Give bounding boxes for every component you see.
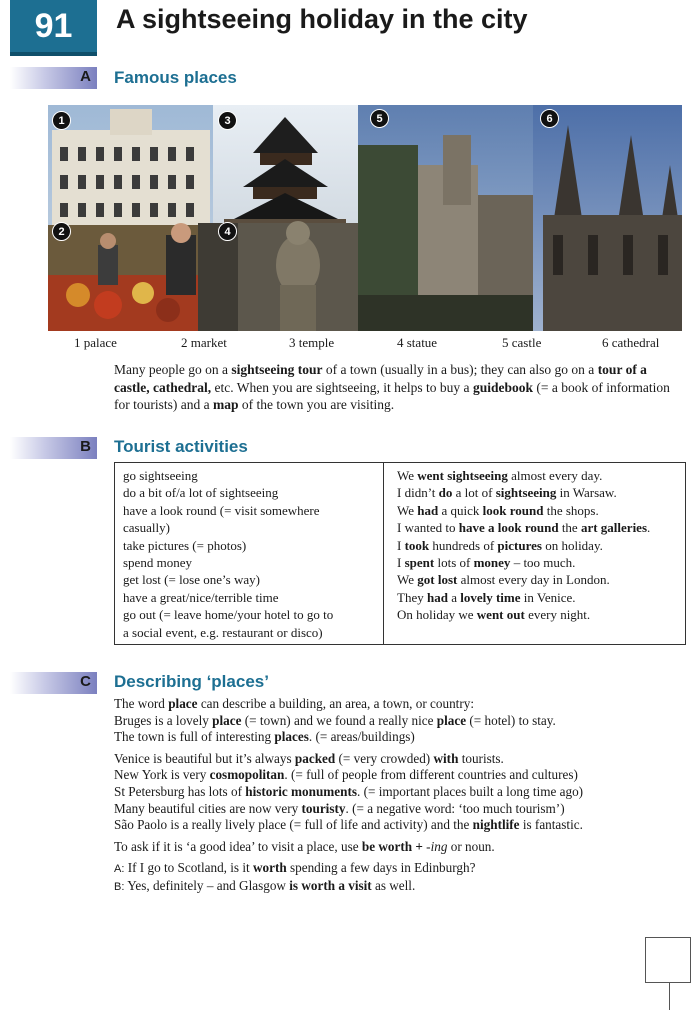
caption-statue: 4 statue [397,335,438,350]
key-phrase: place [436,712,467,728]
text-run: . (= areas/buildings) [308,729,415,745]
photo-collage [48,105,682,331]
cathedral-photo [533,105,682,331]
text-run: etc. When you are sightseeing, it helps to buy a [211,379,473,395]
text-run: on holiday. [541,537,603,553]
section-c-line [114,801,684,818]
unit-number-badge [10,0,97,52]
key-phrase: had [426,589,448,605]
section-a-paragraph [114,361,680,414]
key-phrase: worth [252,860,287,876]
text-run: spending a few days in Edinburgh? [286,860,476,876]
key-phrase: is worth a visit [289,877,372,893]
example-sentence [397,467,683,484]
text-run: St Petersburg has lots of [114,783,246,799]
section-c-line [114,878,684,896]
text-run: of the town you are visiting. [238,397,395,412]
text-run: . (= full of people from different countries and cultures) [284,767,578,783]
text-run: can describe a building, an area, a town, or country: [197,696,474,711]
text-run: I [397,555,405,571]
photo-number-4: 4 [218,222,237,241]
italic-text: -ing [426,838,448,854]
section-c-line [114,696,684,713]
caption-temple: 3 temple [289,335,335,350]
text-run: New York is very [114,767,210,783]
expression-line: a social event, e.g. restaurant or disco) [123,624,323,640]
text-run: They [397,589,427,605]
text-run: (= a book of information for tourists) and a [114,379,670,412]
key-phrase: packed [294,750,336,766]
corner-box [645,937,691,983]
key-phrase: nightlife [472,817,520,833]
example-sentence [397,502,683,519]
text-run: The town is full of interesting [114,729,275,745]
unit-badge-underline [10,52,97,56]
text-run: To ask if it is ‘a good idea’ to visit a place, use [114,838,362,854]
expression-line: take pictures (= photos) [123,537,247,553]
text-run: hundreds of [429,537,498,553]
caption-palace: 1 palace [74,335,117,350]
text-run: The word [114,696,169,711]
example-sentence [397,606,683,623]
section-c-line [114,713,684,730]
expression-line: spend money [123,555,192,571]
text-run: a quick [438,502,483,518]
caption-market: 2 market [181,335,227,350]
text-run: a lot of [452,485,496,501]
text-run: or noun. [447,838,495,854]
photo-number-2: 2 [52,222,71,241]
text-run: (= town) and we found a really nice [241,712,437,728]
section-c-line [114,839,684,856]
text-run: the shops. [543,502,599,518]
text-run: Many people go on a [114,362,232,377]
text-run: every night. [524,607,591,623]
text-run: Bruges is a lovely [114,712,213,728]
text-run: I [397,537,405,553]
expression-line: go out (= leave home/your hotel to go to [123,607,334,623]
key-phrase: tour of a castle, cathedral, [114,362,647,395]
example-sentence [397,484,683,501]
section-c-line [114,860,684,878]
key-phrase: touristy [301,800,346,816]
key-phrase: took [404,537,430,553]
castle-photo [358,105,533,331]
text-run: . [647,520,651,536]
key-phrase: spent [404,555,435,571]
section-c-bar [10,672,97,694]
text-run: Venice is beautiful but it’s always [114,750,295,766]
text-run: We [397,572,418,588]
expression-line: get lost (= lose one’s way) [123,572,260,588]
text-run: as well. [371,877,416,893]
text-run: We [397,468,418,483]
examples-column [397,467,683,624]
text-run: Yes, definitely – and Glasgow [124,877,290,893]
expression-line: have a great/nice/terrible time [123,589,279,605]
example-sentence [397,589,683,606]
text-run: On holiday we [397,607,477,623]
text-run: almost every day. [507,468,603,483]
key-phrase: went out [476,607,525,623]
example-sentence [397,571,683,588]
text-run: almost every day in London. [457,572,610,588]
section-c-title: Describing ‘places’ [114,672,269,691]
section-c-text [114,696,684,896]
section-b-bar [10,437,97,459]
text-run: the [558,520,581,536]
example-sentence [397,537,683,554]
text-run: We [397,502,418,518]
section-c-letter: C [80,673,91,690]
key-phrase: sightseeing [495,485,557,501]
key-phrase: look round [482,502,544,518]
text-run: . (= important places built a long time ago) [357,783,584,799]
photo-captions [0,335,692,353]
text-run: . (= a negative word: ‘too much tourism’) [345,800,565,816]
tourist-activities-table [114,462,686,645]
section-c-line [114,767,684,784]
text-run: of a town (usually in a bus); they can also go on a [322,362,598,377]
table-divider [383,463,384,644]
famous-places-photos [48,105,682,331]
page-title: A sightseeing holiday in the city [116,4,528,34]
dialogue-speaker: A: [114,863,125,876]
example-sentence [397,554,683,571]
text-run: Many beautiful cities are now very [114,800,302,816]
key-phrase: went sightseeing [417,468,508,483]
caption-cathedral: 6 cathedral [602,335,660,350]
unit-number: 91 [34,6,73,45]
text-run: If I go to Scotland, is it [124,860,253,876]
section-c-line [114,817,684,834]
key-phrase: got lost [417,572,458,588]
photo-number-3: 3 [218,111,237,130]
text-run: São Paolo is a really lively place (= full of life and activity) and the [114,817,473,833]
section-a-title: Famous places [114,68,237,87]
key-phrase: place [168,696,198,711]
expression-line: have a look round (= visit somewhere [123,502,320,518]
text-run: lots of [434,555,474,571]
text-run: is fantastic. [519,817,583,833]
photo-number-6: 6 [540,109,559,128]
dialogue-speaker: B: [114,880,125,893]
key-phrase: have a look round [458,520,559,536]
key-phrase: place [212,712,242,728]
text-run: (= very crowded) [335,750,434,766]
section-c-line [114,729,684,746]
key-phrase: money [473,555,511,571]
key-phrase: do [438,485,453,501]
market-photo [48,223,213,331]
expression-line: casually) [123,520,170,536]
key-phrase: lovely time [460,589,521,605]
key-phrase: historic monuments [245,783,357,799]
section-b-letter: B [80,438,91,455]
expression-line: go sightseeing [123,468,198,483]
section-a-bar [10,67,97,89]
key-phrase: be worth + [361,838,427,854]
section-c-line [114,784,684,801]
key-phrase: had [417,502,439,518]
key-phrase: cosmopolitan [209,767,285,783]
expression-line: do a bit of/a lot of sightseeing [123,485,279,501]
text-run: – too much. [510,555,576,571]
key-phrase: places [274,729,309,745]
text-run: I wanted to [397,520,459,536]
section-b-title: Tourist activities [114,437,248,456]
photo-number-5: 5 [370,109,389,128]
key-phrase: pictures [497,537,542,553]
key-phrase: art galleries [580,520,648,536]
text-run: in Venice. [520,589,576,605]
section-c-line [114,751,684,768]
text-run: tourists. [458,750,504,766]
photo-number-1: 1 [52,111,71,130]
key-phrase: with [433,750,459,766]
corner-tick [669,983,670,1010]
key-phrase: sightseeing tour [231,362,323,377]
key-phrase: guidebook [472,379,533,395]
caption-castle: 5 castle [502,335,542,350]
text-run: a [447,589,461,605]
text-run: I didn’t [397,485,439,501]
text-run: in Warsaw. [556,485,617,501]
section-a-letter: A [80,68,91,85]
example-sentence [397,519,683,536]
key-phrase: map [212,397,239,412]
text-run: (= hotel) to stay. [466,712,556,728]
expressions-column [123,467,379,641]
